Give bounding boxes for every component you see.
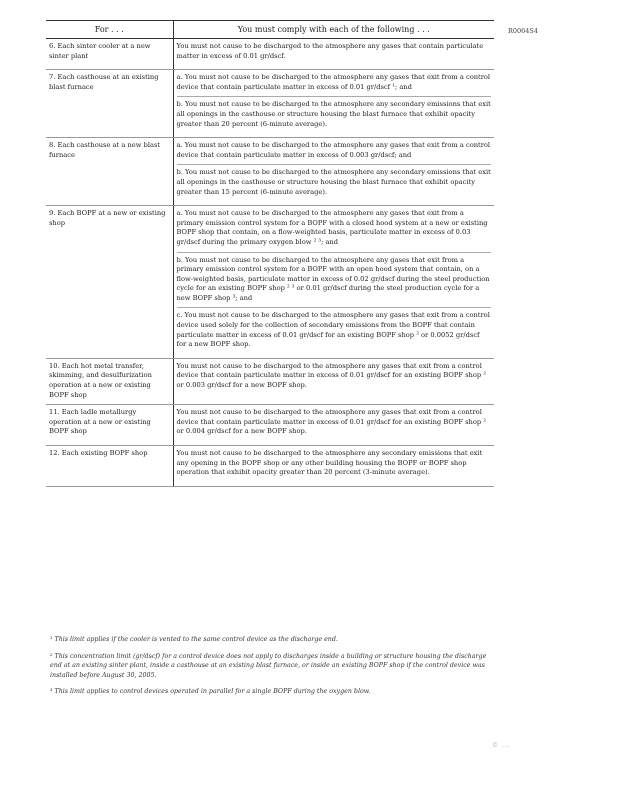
requirement-text: You must not cause to be discharged to the atmosphere any gases that contain particulate matter in excess of 0.01 gr/dscf. xyxy=(176,42,484,60)
footnote: ¹ This limit applies if the cooler is vented to the same control device as the discharge end. xyxy=(50,636,338,643)
document-id: R0064S4 xyxy=(508,27,539,35)
requirement-text: You must not cause to be discharged to the atmosphere any gases that exit from a control device that contain particulate matter in excess of 0.01 gr/dscf for an existing BOPF shop ² or 0.004 gr/dscf for a new BOPF shop. xyxy=(176,408,486,436)
requirements-cell xyxy=(173,358,494,404)
table-row xyxy=(46,206,494,359)
requirements-cell xyxy=(173,446,494,487)
affected-source: 7. Each casthouse at an existing blast furnace xyxy=(46,70,173,138)
requirements-cell xyxy=(173,70,494,138)
table-row xyxy=(46,39,494,70)
footnotes xyxy=(50,635,490,704)
column-header-requirements: You must comply with each of the following . . . xyxy=(173,21,494,39)
requirement-text: c. You must not cause to be discharged to the atmosphere any gases that exit from a control device used solely for the collection of secondary emissions from the BOPF that contain particulate matter in excess of 0.01 gr/dscf for an existing BOPF shop ² or 0.0052 gr/dscf for a new BOPF shop. xyxy=(177,307,492,353)
table-row xyxy=(46,405,494,446)
footer-mark: © ... xyxy=(492,742,511,749)
requirement-text: You must not cause to be discharged to the atmosphere any secondary emissions that exit any opening in the BOPF shop or any other building housing the BOPF or BOPF shop operation that exhibit opacity greater than 20 percent (3-minute average). xyxy=(176,449,483,477)
requirement-text: a. You must not cause to be discharged to the atmosphere any gases that exit from a primary emission control system for a BOPF with a closed hood system at a new or existing BOPF shop that contain, on a flow-weighted basis, particulate matter in excess of 0.03 gr/dscf during the primary oxygen blow ² ³; and xyxy=(176,209,488,246)
requirement-text: a. You must not cause to be discharged to the atmosphere any gases that exit from a control device that contain particulate matter in excess of 0.003 gr/dscf; and xyxy=(176,141,491,159)
requirement-text: b. You must not cause to be discharged to the atmosphere any gases that exit from a primary emission control system for a BOPF with an open hood system that contain, on a flow-weighted basis, particulate matter in excess of 0.02 gr/dscf during the steel production cycle for an existing BOPF shop ² ³ or 0.01 gr/dscf during the steel production cycle for a new BOPF shop ³; and xyxy=(177,252,492,308)
requirements-cell xyxy=(173,138,494,206)
requirements-cell xyxy=(173,405,494,446)
requirements-cell xyxy=(173,39,494,70)
table-row xyxy=(46,138,494,206)
requirement-text: b. You must not cause to be discharged to the atmosphere any secondary emissions that exit all openings in the casthouse or structure housing the blast furnace that exhibit opacity greater than 15 percent (6-minute average). xyxy=(177,164,492,201)
table-header-row xyxy=(46,21,494,39)
affected-source: 6. Each sinter cooler at a new sinter plant xyxy=(46,39,173,70)
requirement-text: b. You must not cause to be discharged to the atmosphere any secondary emissions that exit all openings in the casthouse or structure housing the blast furnace that exhibit opacity greater than 20 percent (6-minute average). xyxy=(177,96,492,133)
affected-source: 10. Each hot metal transfer, skimming, and desulfurization operation at a new or existing BOPF shop xyxy=(46,358,173,404)
requirements-cell xyxy=(173,206,494,359)
affected-source: 11. Each ladle metallurgy operation at a new or existing BOPF shop xyxy=(46,405,173,446)
affected-source: 9. Each BOPF at a new or existing shop xyxy=(46,206,173,359)
requirement-text: You must not cause to be discharged to the atmosphere any gases that exit from a control device that contain particulate matter in excess of 0.01 gr/dscf for an existing BOPF shop ² or 0.003 gr/dscf for a new BOPF shop. xyxy=(176,361,486,390)
table-row xyxy=(46,358,494,404)
affected-source: 12. Each existing BOPF shop xyxy=(46,446,173,487)
requirement-text: a. You must not cause to be discharged to the atmosphere any gases that exit from a control device that contain particulate matter in excess of 0.01 gr/dscf ¹; and xyxy=(176,73,491,91)
affected-source: 8. Each casthouse at a new blast furnace xyxy=(46,138,173,206)
footnote: ³ This limit applies to control devices operated in parallel for a single BOPF during the oxygen blow. xyxy=(50,688,371,696)
footnote: ² This concentration limit (gr/dscf) for a control device does not apply to discharges inside a building or structure housing the discharge end at an existing sinter plant, inside a casthouse at an existing blast furnace, or inside an existing BOPF shop if the control device was installed before August 30, 2005. xyxy=(50,652,487,679)
emission-limits-table xyxy=(46,20,494,487)
table-row xyxy=(46,70,494,138)
table-row xyxy=(46,446,494,487)
column-header-for: For . . . xyxy=(46,21,173,39)
